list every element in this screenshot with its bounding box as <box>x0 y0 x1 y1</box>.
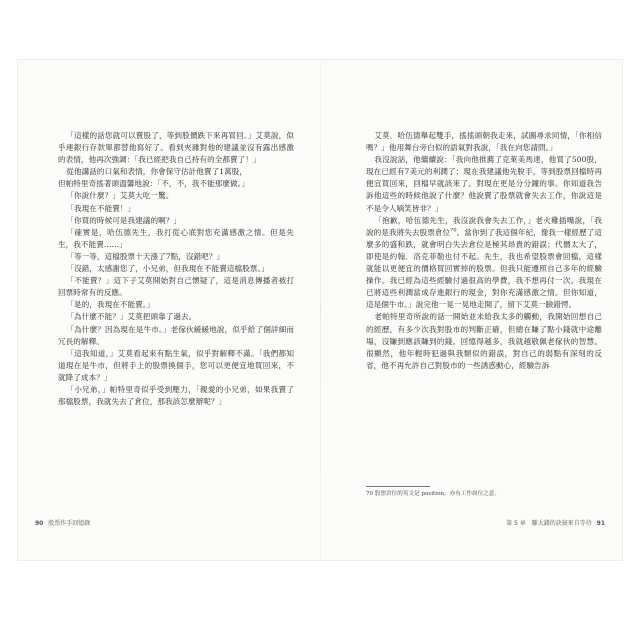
paragraph: 「確實是，哈伍德先生，我打從心底對您充滿感激之情。但是先生，我不能賣……」 <box>58 227 294 249</box>
paragraph: 從他講話的口氣和表情，你會保守估計他賣了1萬股， <box>66 167 248 177</box>
paragraph: 「沒錯，太感謝您了，小兄弟，但我現在不能賣這檔股票。」 <box>66 264 269 274</box>
paragraph: 「這樣的話您就可以賣股了，等到股價跌下來再買回。」艾莫說，似乎連銀行存款單都替他寫好了。看到夾雜對他的建議並沒有露出感激的表情，他再次強調：「我已經把我自己持有的全都賣了！」 <box>58 131 294 165</box>
page-number: 90 <box>35 520 44 527</box>
footnote-marker: 70 <box>450 227 457 234</box>
running-head: 股票作手回憶錄 <box>48 520 91 527</box>
right-page-text <box>366 130 602 372</box>
book-spread <box>18 60 622 560</box>
page-number: 91 <box>596 520 605 527</box>
running-head: 第 5 章 賺大錢的訣竅來自等待 <box>506 520 592 527</box>
right-page <box>320 60 622 560</box>
paragraph <box>366 215 602 312</box>
footnote: 70 股票倉位的英文是 position，亦有工作崗位之意。 <box>366 491 500 497</box>
paragraph: 但帕特里奇搖著頭溫馨地說：「不，不，我不能那麼做。」 <box>58 179 250 189</box>
left-page-text <box>58 130 294 408</box>
paragraph: 「是的，我現在不能賣。」 <box>66 300 155 310</box>
right-folio <box>506 518 608 527</box>
paragraph: 「為什麼？因為現在是牛市。」老傢伙緩緩地說，似乎給了個詳細而冗長的解釋。 <box>58 324 294 346</box>
paragraph-text: 「抱歉，哈伍德先生，我沒說我會失去工作，」老火雞插嘴說，「我說的是我將失去股票倉位 <box>366 215 602 237</box>
left-folio <box>32 518 90 527</box>
paragraph: 老帕特里奇所說的話一開始並未給我太多的觸動，我開始回想自己的經歷，有多少次我對股市的判斷正確，但總在賺了點小錢就中途離場，沒賺到應該賺到的錢。回憶得越多，我就越敬佩老傢伙的智慧。很顯然，他年輕時犯過與我類似的錯誤，對自己的弱點有深刻的反省，他不再允許自己對股市的一些誘惑動心，經驗告訴 <box>366 312 602 370</box>
paragraph: 「不能賣？」這下子艾莫開始對自己懷疑了，這是消息傳播者被打回票時常有的反應。 <box>58 276 294 298</box>
paragraph: 我沒說話，他繼續說：「我向他推薦了克萊美馬達，他買了500股，現在已經有7美元的利潤了；現在我建議他先脫手，等到股票回檔時再便宜買回來，回檔早就該來了。對現在更是分分鐘的事。你知道我告訴他這些的時候他說了什麼？他說賣了股票就會失去工作，你說這是不是令人嘀笑皆非？」 <box>366 155 602 213</box>
footnote-divider <box>366 486 430 487</box>
paragraph: 艾莫．哈伍德舉起雙手，搖搖頭朝我走來，試圖尋求同情，「你相信嗎？」他用舞台旁白似的語氣對我說，「我在向您請問。」 <box>366 131 602 153</box>
paragraph: 「小兄弟，」帕特里奇似乎受到壓力，「親愛的小兄弟，如果我賣了那檔股票，我就失去了倉位，那我該怎麼辦呢？」 <box>58 384 294 407</box>
paragraph: 「你買的時候可是我建議的啊？」 <box>66 215 182 225</box>
paragraph: 「這我知道，」艾莫看起來有點生氣，似乎對解釋不滿。「我們都知道現在是牛市，但將手上的股票換個手，您可以更便宜地買回來，不就降了成本？」 <box>58 348 294 382</box>
paragraph: 「等一等，這檔股票十天漲了7點，沒錯吧？」 <box>66 251 225 261</box>
paragraph: 「為什麼不能？」艾莫把頭靠了過去。 <box>66 312 197 322</box>
paragraph: 「你說什麼？」艾莫大吃一驚。 <box>66 191 174 201</box>
paragraph-text: 。當你到了我這個年紀，像我一樣經歷了這麼多的盛和跌，就會明白失去倉位是極其昂貴的錯誤；代價太大了，即使是約翰．洛克菲勒也付不起。先生，我也希望股票會回檔，這樣就能以更便宜的價格買回實掉的股票。但我只能遵照自己多年的經驗操作。我已經為這些經驗付過很高的學費，我不想再付一次。我現在已將這些利潤當成存進銀行的現金，對你充滿感激之情。但你知道，這是個牛市。」說完他一晃一晃地走開了，留下艾莫一臉錯愕。 <box>366 227 602 310</box>
left-page <box>18 60 320 560</box>
paragraph: 「我現在不能賣！」 <box>66 203 136 213</box>
